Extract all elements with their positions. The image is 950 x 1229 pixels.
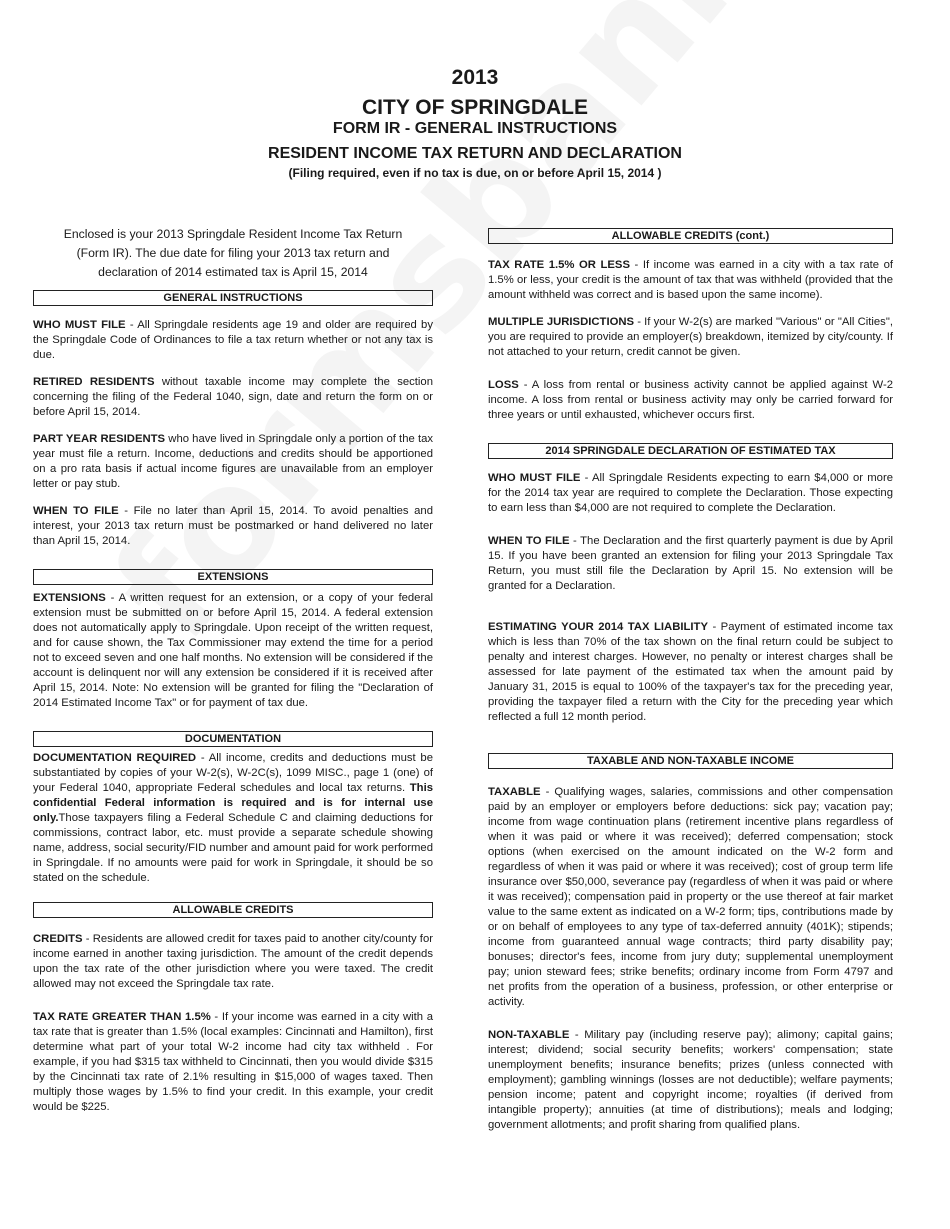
documentation-heading: DOCUMENTATION (33, 731, 433, 747)
retired-residents-paragraph (33, 375, 433, 420)
declaration-who-paragraph (488, 471, 893, 516)
retired-residents-label: RETIRED RESIDENTS (33, 376, 155, 388)
extensions-text: - A written request for an extension, or a copy of your federal extension must be submitted on or before April 15, 2014. A federal extension does not automatically apply to Springdale. Upon receipt of the written request, and for cause shown, the Tax Commissioner may extend the time for a period not to exceed seven and one half months. No extension will be considered if the account is delinquent nor will any extension be considered if it is received after April 15, 2014. Note: No extension will be granted for filing the "Declaration of 2014 Estimated Income Tax" or for payment of tax due. (33, 592, 433, 709)
when-to-file-paragraph (33, 504, 433, 549)
general-instructions-heading: GENERAL INSTRUCTIONS (33, 290, 433, 306)
taxable-text: - Qualifying wages, salaries, commissions and other compensation paid by an employer or employers before deductions: sick pay; vacation pay; income from wage continuation plans (retirement incentive plans regardless of when it was paid or where it was received); deferred compensation; stock options (when exercised on the amount indicated on the W-2 form and regardless of when it was paid or where it was received); cost of group term life insurance over $50,000, severance pay (regardless of when it was paid or where it was received); compensation paid in property or the use thereof at fair market value to the same extent as indicated on a W-2 form; tips, contributions made by or on behalf of employees to any type of tax-deferred annuity (401K); stipends; income from guaranteed annual wage contracts; third party disability pay; bonuses; director's fees, income from jury duty; supplemental unemployment pay; union steward fees; strike benefits; ordinary income from Form 4797 and net profits from the operation of a business, profession, or other enterprise or activity. (488, 786, 893, 1008)
declaration-heading: 2014 SPRINGDALE DECLARATION OF ESTIMATED TAX (488, 443, 893, 459)
extensions-heading: EXTENSIONS (33, 569, 433, 585)
documentation-text: - All income, credits and deductions must be substantiated by copies of your W-2(s), W-2C(s), 1099 MISC., page 1 (one) of your Federal 1040, appropriate Federal schedules and local tax returns. (33, 752, 433, 794)
intro-text: Enclosed is your 2013 Springdale Resident Income Tax Return (Form IR). The due date for filing your 2013 tax return and declaration of 2014 estimated tax is April 15, 2014 (63, 227, 403, 279)
tax-rate-greater-label: TAX RATE GREATER THAN 1.5% (33, 1011, 211, 1023)
part-year-residents-label: PART YEAR RESIDENTS (33, 433, 166, 445)
loss-label: LOSS (488, 379, 519, 391)
who-must-file-label: WHO MUST FILE (33, 319, 126, 331)
estimating-label: ESTIMATING YOUR 2014 TAX LIABILITY (488, 621, 708, 633)
declaration-who-text: - All Springdale Residents expecting to earn $4,000 or more for the 2014 tax year are required to complete the Declaration. Those expecting to earn less than $4,000 are not required to complete the Declaration. (488, 472, 893, 514)
extensions-paragraph (33, 591, 433, 711)
retired-residents-text: without taxable income may complete the section concerning the filing of the Federal 1040, sign, date and return the form on or before April 15, 2014. (33, 376, 433, 418)
allowable-credits-cont-heading: ALLOWABLE CREDITS (cont.) (488, 228, 893, 244)
city-title: CITY OF SPRINGDALE (362, 96, 588, 119)
documentation-paragraph (33, 751, 433, 886)
form-year: 2013 (451, 66, 499, 89)
who-must-file-text: - All Springdale residents age 19 and older are required by the Springdale Code of Ordinances to file a tax return whether or not any tax is due. (33, 319, 433, 361)
part-year-residents-paragraph (33, 432, 433, 492)
estimating-paragraph (488, 620, 893, 725)
documentation-label: DOCUMENTATION REQUIRED (33, 752, 197, 764)
documentation-text-cont: Those taxpayers filing a Federal Schedule C and claiming deductions for commissions, contract labor, etc. must provide a separate schedule showing name, address, social security/FID number and amount paid for work performed in Springdale. If no amounts were paid for work in Springdale, it should be so stated on the schedule. (33, 812, 433, 884)
credits-label: CREDITS (33, 933, 83, 945)
document-title: RESIDENT INCOME TAX RETURN AND DECLARATION (268, 145, 682, 162)
when-to-file-label: WHEN TO FILE (33, 505, 119, 517)
loss-paragraph (488, 378, 893, 423)
declaration-when-label: WHEN TO FILE (488, 535, 570, 547)
when-to-file-text: - File no later than April 15, 2014. To avoid penalties and interest, your 2013 tax return must be postmarked or hand delivered no later than April 15, 2014. (33, 505, 433, 547)
form-title: FORM IR - GENERAL INSTRUCTIONS (332, 120, 618, 137)
tax-rate-less-paragraph (488, 258, 893, 303)
non-taxable-text: - Military pay (including reserve pay); alimony; capital gains; interest; dividend; social security benefits; workers' compensation; state unemployment benefits; insurance benefits; prizes (unless connected with employment); gambling winnings (losses are not deductible); welfare payments; pension income; patent and copyright income; royalties (if derived from intangible property); annuities (at time of distributions); meals and lodging; government allotments; and profit sharing from qualified plans. (488, 1029, 893, 1131)
income-heading: TAXABLE AND NON-TAXABLE INCOME (488, 753, 893, 769)
extensions-label: EXTENSIONS (33, 592, 106, 604)
estimating-text: - Payment of estimated income tax which is less than 70% of the tax shown on the final return could be subject to penalty and interest charges. However, no penalty or interest charges shall be assessed for late payment of the estimated tax when the amount paid by January 31, 2015 is equal to 100% of the taxpayer's tax for the preceding year, providing the taxpayer filed a return with the City for the preceding year which reflected a full 12 month period. (488, 621, 894, 723)
multiple-jurisdictions-text: - If your W-2(s) are marked "Various" or "All Cities", you are required to provide an employer(s) breakdown, itemized by city/county. If not attached to your return, credit cannot be given. (488, 316, 893, 358)
credits-text: - Residents are allowed credit for taxes paid to another city/county for income earned in another taxing jurisdiction. The amount of the credit depends upon the tax rate of the other jurisdiction where you were taxed. The credit allowed may not exceed the Springdale tax rate. (33, 933, 433, 990)
credits-paragraph (33, 932, 433, 992)
non-taxable-label: NON-TAXABLE (488, 1029, 570, 1041)
right-column (488, 228, 893, 1133)
part-year-residents-text: who have lived in Springdale only a portion of the tax year must file a return. Income, deductions and credits should be apportioned on a pro rata basis if actual income figures are unavailable from an employer letter or pay stub. (33, 433, 434, 490)
tax-rate-greater-paragraph (33, 1010, 433, 1115)
allowable-credits-heading: ALLOWABLE CREDITS (33, 902, 433, 918)
loss-text: - A loss from rental or business activity cannot be applied against W-2 income. A loss from rental or business activity may only be carried forward for three years or until exhausted, whichever occurs first. (488, 379, 893, 421)
left-column (33, 225, 433, 1115)
declaration-when-text: - The Declaration and the first quarterly payment is due by April 15. If you have been granted an extension for filing your 2013 Springdale Tax Return, you must still file the Declaration by April 15. No extension will be granted for a Declaration. (488, 535, 893, 592)
multiple-jurisdictions-label: MULTIPLE JURISDICTIONS (488, 316, 635, 328)
taxable-paragraph (488, 785, 893, 1010)
declaration-who-label: WHO MUST FILE (488, 472, 581, 484)
taxable-label: TAXABLE (488, 786, 541, 798)
tax-rate-less-label: TAX RATE 1.5% OR LESS (488, 259, 630, 271)
confidential-note: This confidential Federal information is required and is for internal use only. (33, 782, 433, 824)
who-must-file-paragraph (33, 318, 433, 363)
filing-note: (Filing required, even if no tax is due, on or before April 15, 2014 ) (288, 166, 662, 180)
non-taxable-paragraph (488, 1028, 893, 1133)
declaration-when-paragraph (488, 534, 893, 594)
tax-rate-less-text: - If income was earned in a city with a tax rate of 1.5% or less, your credit is the amount of tax that was withheld (provided that the amount withheld was correct and is based upon the same income). (488, 259, 893, 301)
tax-rate-greater-text: - If your income was earned in a city with a tax rate that is greater than 1.5% (local examples: Cincinnati and Hamilton), first determine what part of your total W-2 income had city tax withheld . For example, if you had $315 tax withheld to Cincinnati, then you would divide $315 by the Cincinnati tax rate of 2.1% resulting in $15,000 of wages taxed. Then multiply those wages by 1.5% to find your credit. In this example, your credit would be $225. (33, 1011, 433, 1113)
multiple-jurisdictions-paragraph (488, 315, 893, 360)
